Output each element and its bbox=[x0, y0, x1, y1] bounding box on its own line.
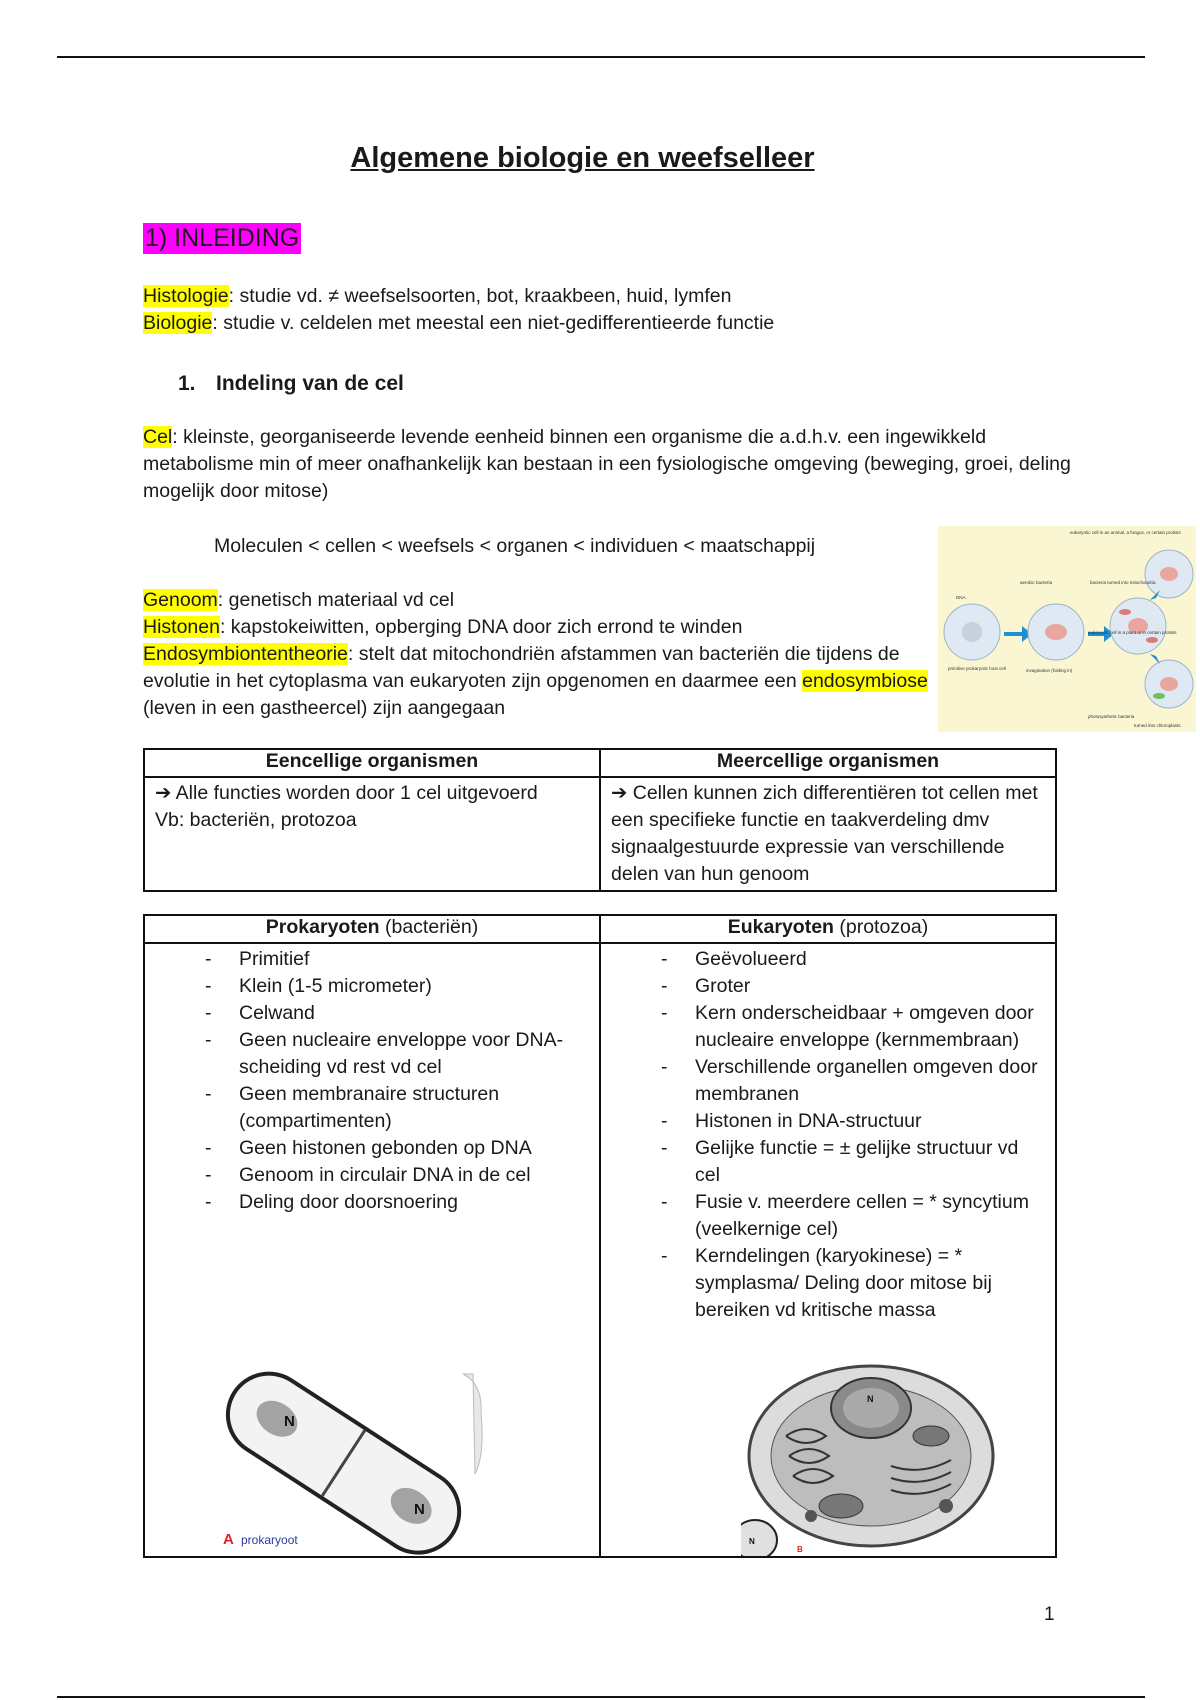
bottom-rule bbox=[57, 1696, 1145, 1698]
section-heading-inleiding: 1) INLEIDING bbox=[145, 224, 300, 252]
hierarchy-line: Moleculen < cellen < weefsels < organen < individuen < maatschappij bbox=[214, 535, 816, 557]
list-item: - Kern onderscheidbaar + omgeven door nucleaire enveloppe (kernmembraan) bbox=[661, 1000, 1045, 1054]
definition-cel bbox=[143, 424, 1073, 505]
header-rest: (bacteriën) bbox=[379, 916, 479, 938]
prokaryote-figure bbox=[223, 1364, 503, 1564]
term-histonen: Histonen bbox=[143, 616, 220, 638]
term-endosymbiose: endosymbiose bbox=[802, 670, 928, 692]
list-item: - Kerndelingen (karyokinese) = * symplasma/ Deling door mitose bij bereiken vd kritische massa bbox=[661, 1243, 1045, 1324]
definition-biologie bbox=[143, 312, 774, 335]
cell-meercellige bbox=[600, 777, 1056, 891]
top-rule bbox=[57, 56, 1145, 58]
header-prokaryoten bbox=[144, 915, 600, 943]
subsection-heading bbox=[178, 372, 404, 396]
figure-label: eukaryotic cell in a plant or in certain protists bbox=[1088, 630, 1177, 635]
definition-text: : studie vd. ≠ weefselsoorten, bot, kraakbeen, huid, lymfen bbox=[228, 285, 732, 307]
figure-label: eukaryotic cell in an animal, a fungus, or certain protists bbox=[1070, 530, 1181, 535]
subsection-number: 1. bbox=[178, 372, 196, 395]
header-bold: Eukaryoten bbox=[727, 916, 834, 938]
list-item: - Groter bbox=[661, 973, 1045, 1000]
list-item: - Klein (1-5 micrometer) bbox=[205, 973, 589, 1000]
term-cel: Cel bbox=[143, 426, 173, 448]
list-item: - Gelijke functie = ± gelijke structuur vd cel bbox=[661, 1135, 1045, 1189]
definition-text: : studie v. celdelen met meestal een niet-gedifferentieerde functie bbox=[212, 312, 775, 334]
figure-label: aerobic bacteria bbox=[1020, 580, 1053, 585]
term-genoom: Genoom bbox=[143, 589, 218, 611]
page-number: 1 bbox=[1044, 1604, 1055, 1625]
table-text: ➔ Alle functies worden door 1 cel uitgevoerd bbox=[155, 782, 538, 804]
eukaryote-list bbox=[611, 946, 1045, 1324]
cell-types-table bbox=[143, 914, 1057, 1558]
definitions-block bbox=[143, 587, 933, 722]
list-item: - Verschillende organellen omgeven door membranen bbox=[661, 1054, 1045, 1108]
cell-prokaryoten bbox=[144, 943, 600, 1557]
header-bold: Prokaryoten bbox=[265, 916, 380, 938]
table-text: Vb: bacteriën, protozoa bbox=[155, 809, 357, 831]
organisms-table bbox=[143, 748, 1057, 892]
table-text: ➔ Cellen kunnen zich differentiëren tot cellen met een specifieke functie en taakverdeling dmv signaalgestuurde expressie van verschillende delen van hun genoom bbox=[611, 782, 1038, 885]
list-item: - Celwand bbox=[205, 1000, 589, 1027]
figure-label: turned into chloroplasts bbox=[1134, 723, 1181, 728]
definition-text: : kapstokeiwitten, opberging DNA door zich errond te winden bbox=[219, 616, 743, 638]
definition-histologie bbox=[143, 285, 731, 308]
list-item: - Geen membranaire structuren (compartimenten) bbox=[205, 1081, 589, 1135]
nucleus-label: N bbox=[414, 1501, 425, 1518]
term-histologie: Histologie bbox=[143, 285, 229, 307]
header-rest: (protozoa) bbox=[833, 916, 929, 938]
figure-label: invagination (folding in) bbox=[1026, 668, 1073, 673]
definition-text: : stelt dat mitochondriën afstammen van bacteriën die tijdens de evolutie in het cytoplasma van eukaryoten zijn opgenomen en daarmee een bbox=[143, 643, 900, 692]
cell-eencellige bbox=[144, 777, 600, 891]
list-item: - Geen histonen gebonden op DNA bbox=[205, 1135, 589, 1162]
list-item: - Primitief bbox=[205, 946, 589, 973]
figure-caption: prokaryoot bbox=[241, 1533, 298, 1547]
subsection-title: Indeling van de cel bbox=[216, 372, 404, 395]
nucleus-label: N bbox=[749, 1537, 755, 1546]
figure-label: DNA bbox=[956, 595, 966, 600]
list-item: - Histonen in DNA-structuur bbox=[661, 1108, 1045, 1135]
list-item: - Geëvolueerd bbox=[661, 946, 1045, 973]
term-endosymbiontentheorie: Endosymbiontentheorie bbox=[143, 643, 348, 665]
figure-letter: A bbox=[223, 1531, 234, 1548]
document-title: Algemene biologie en weefselleer bbox=[350, 142, 815, 174]
list-item: - Deling door doorsnoering bbox=[205, 1189, 589, 1216]
figure-label: primitive prokaryotic host cell bbox=[948, 666, 1006, 671]
eukaryote-figure bbox=[741, 1356, 1001, 1556]
list-item: - Genoom in circulair DNA in de cel bbox=[205, 1162, 589, 1189]
header-eencellige: Eencellige organismen bbox=[144, 749, 600, 777]
nucleus-label: N bbox=[867, 1394, 874, 1404]
cell-eukaryoten bbox=[600, 943, 1056, 1557]
definition-text: (leven in een gastheercel) zijn aangegaan bbox=[143, 697, 506, 719]
figure-label: photosynthetic bacteria bbox=[1088, 714, 1135, 719]
endosymbiosis-figure bbox=[938, 526, 1196, 732]
nucleus-label: N bbox=[284, 1413, 295, 1430]
list-item: - Fusie v. meerdere cellen = * syncytium (veelkernige cel) bbox=[661, 1189, 1045, 1243]
header-meercellige: Meercellige organismen bbox=[600, 749, 1056, 777]
figure-label: bacteria turned into mitochondria bbox=[1090, 580, 1156, 585]
prokaryote-list bbox=[155, 946, 589, 1216]
definition-text: : kleinste, georganiseerde levende eenheid binnen een organisme die a.d.h.v. een ingewikkeld metabolisme min of meer onafhankelijk kan bestaan in een fysiologische omgeving (beweging, groei, deling mogelijk door mitose) bbox=[143, 426, 1071, 502]
header-eukaryoten bbox=[600, 915, 1056, 943]
list-item: - Geen nucleaire enveloppe voor DNA-scheiding vd rest vd cel bbox=[205, 1027, 589, 1081]
figure-letter: B bbox=[797, 1545, 803, 1554]
definition-text: : genetisch materiaal vd cel bbox=[217, 589, 455, 611]
term-biologie: Biologie bbox=[143, 312, 213, 334]
